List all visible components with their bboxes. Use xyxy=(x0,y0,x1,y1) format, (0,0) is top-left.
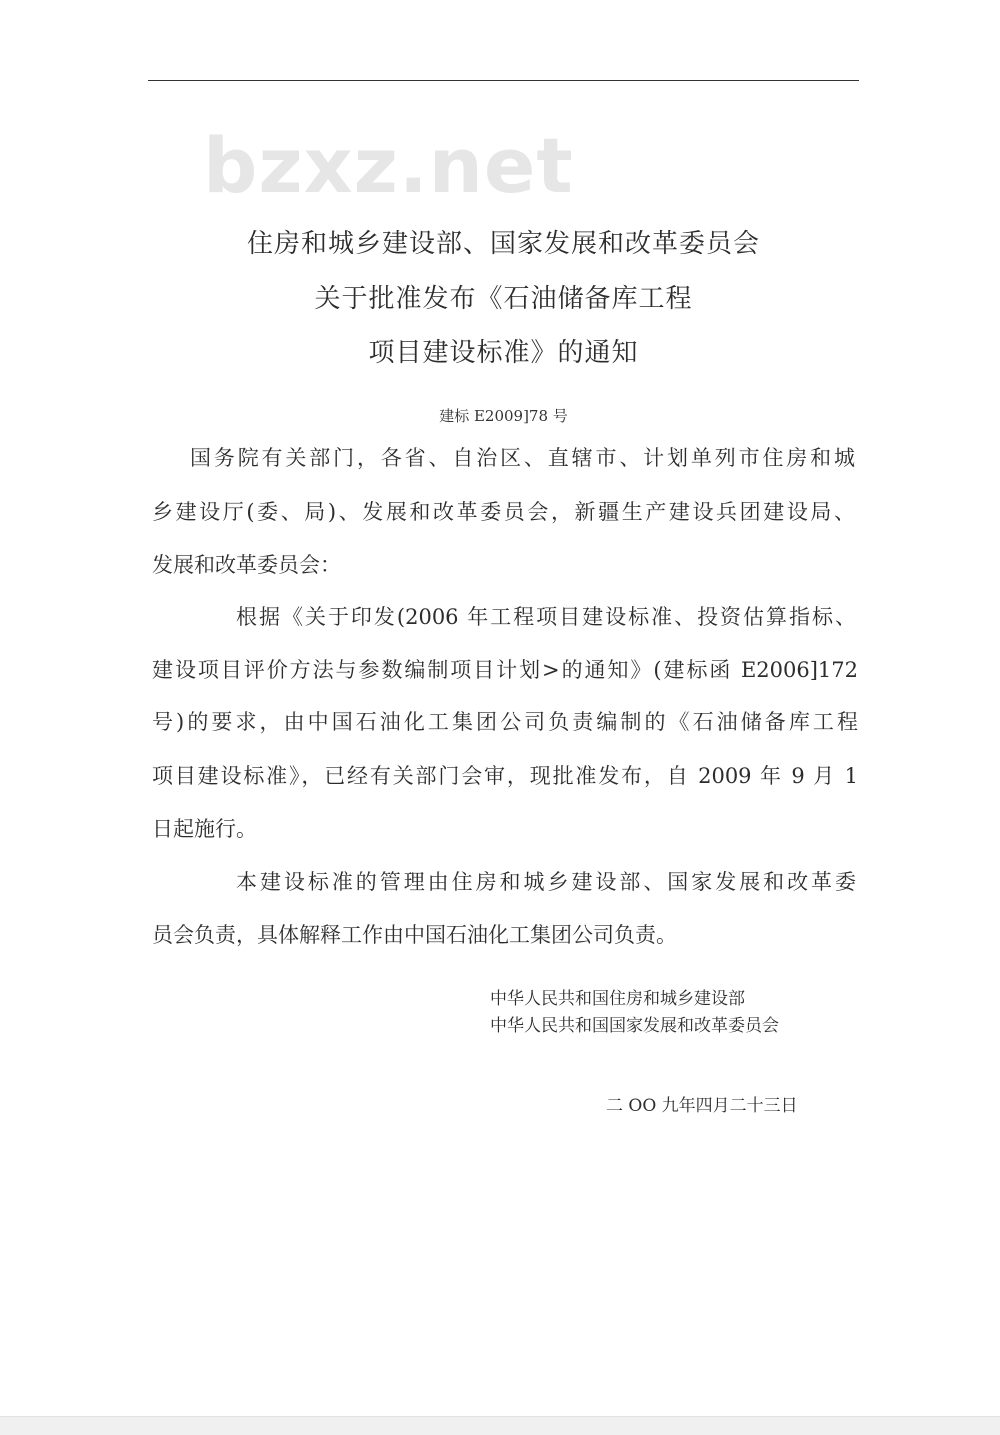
addressee-line-2: 乡建设厅(委、局)、发展和改革委员会，新疆生产建设兵团建设局、 xyxy=(152,500,855,524)
paragraph-1-line-4: 项目建设标准》，已经有关部门会审，现批准发布，自 2009 年 9 月 1 xyxy=(152,764,858,788)
issue-date: 二 OO 九年四月二十三日 xyxy=(606,1096,798,1116)
paragraph-1-line-2: 建设项目评价方法与参数编制项目计划>的通知》(建标函 E2006]172 xyxy=(152,658,858,682)
signature-issuer-1: 中华人民共和国住房和城乡建设部 xyxy=(490,989,745,1009)
document-number: 建标 E2009]78 号 xyxy=(439,407,568,425)
paragraph-1-line-5: 日起施行。 xyxy=(152,817,257,841)
addressee-line-1: 国务院有关部门，各省、自治区、直辖市、计划单列市住房和城 xyxy=(190,446,855,470)
watermark: bzxz.net xyxy=(203,121,574,210)
addressee-line-3: 发展和改革委员会： xyxy=(152,553,341,577)
signature-issuer-2: 中华人民共和国国家发展和改革委员会 xyxy=(490,1016,779,1036)
paragraph-2-line-1: 本建设标准的管理由住房和城乡建设部、国家发展和改革委 xyxy=(236,870,856,894)
title-line-1: 住房和城乡建设部、国家发展和改革委员会 xyxy=(246,229,760,259)
title-line-2: 关于批准发布《石油储备库工程 xyxy=(314,284,693,314)
header-rule xyxy=(148,80,859,81)
paragraph-1-line-3: 号)的要求，由中国石油化工集团公司负责编制的《石油储备库工程 xyxy=(152,710,858,734)
paragraph-2-line-2: 员会负责，具体解释工作由中国石油化工集团公司负责。 xyxy=(152,923,677,947)
title-line-3: 项目建设标准》的通知 xyxy=(368,338,639,368)
viewer-bottom-bar xyxy=(0,1416,1000,1435)
paragraph-1-line-1: 根据《关于印发(2006 年工程项目建设标准、投资估算指标、 xyxy=(236,605,856,629)
